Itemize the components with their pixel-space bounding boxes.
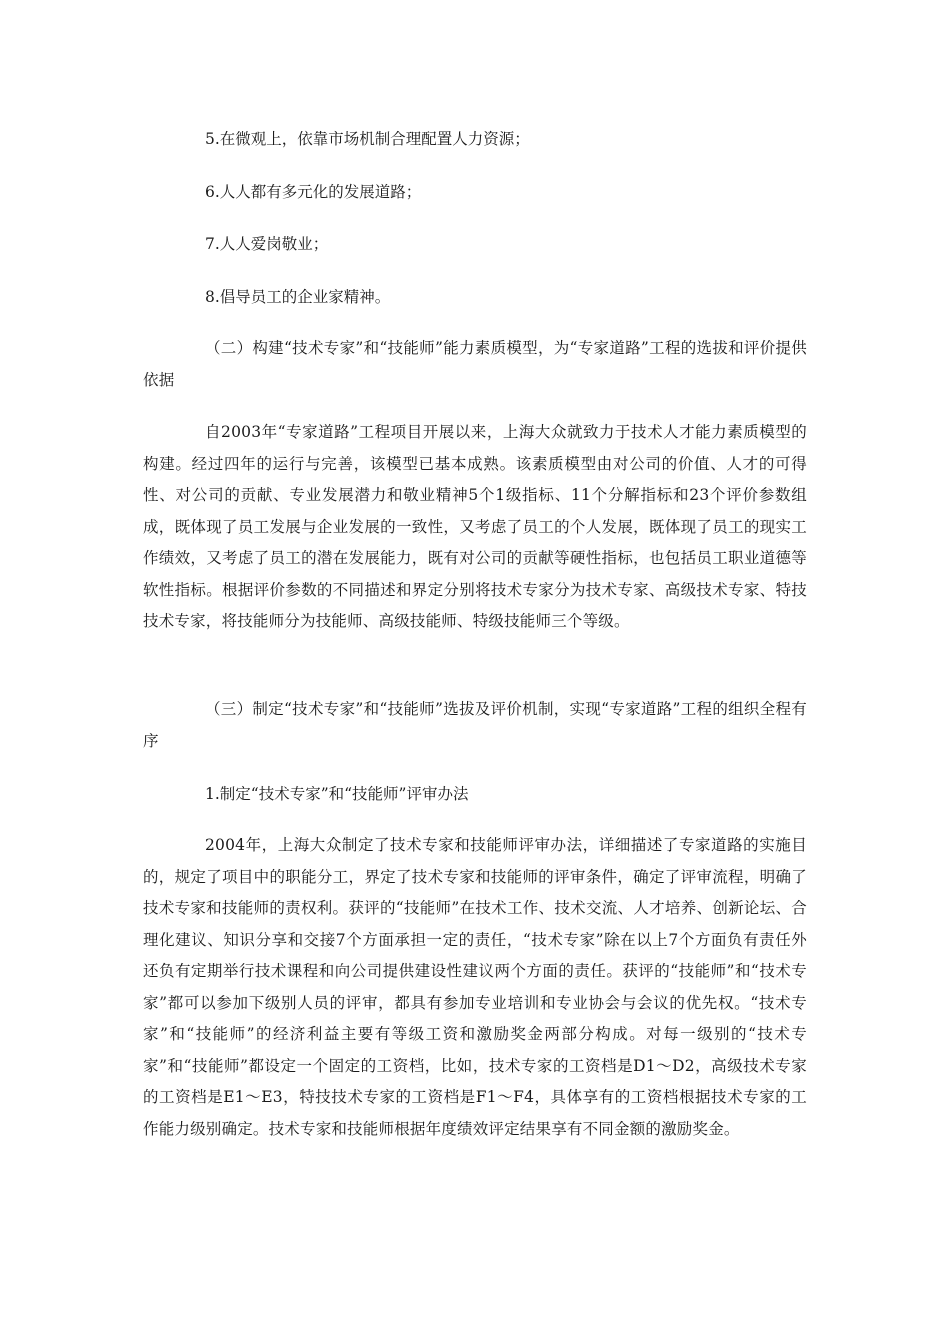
section-3-body: 2004年，上海大众制定了技术专家和技能师评审办法，详细描述了专家道路的实施目的，规定了项目中的职能分工，界定了技术专家和技能师的评审条件，确定了评审流程，明确了技术专家和技能师的责权利。获评的“技能师”在技术工作、技术交流、人才培养、创新论坛、合理化建议、知识分享和交接7个方面承担一定的责任，“技术专家”除在以上7个方面负有责任外还负有定期举行技术课程和向公司提供建设性建议两个方面的责任。获评的“技能师”和“技术专家”都可以参加下级别人员的评审，都具有参加专业培训和专业协会与会议的优先权。“技术专家”和“技能师”的经济利益主要有等级工资和激励奖金两部分构成。对每一级别的“技术专家”和“技能师”都设定一个固定的工资档，比如，技术专家的工资档是D1～D2，高级技术专家的工资档是E1～E3，特技技术专家的工资档是F1～F4，具体享有的工资档根据技术专家的工作能力级别确定。技术专家和技能师根据年度绩效评定结果享有不同金额的激励奖金。 xyxy=(143,836,807,1138)
list-item: 8.倡导员工的企业家精神。 xyxy=(205,288,391,306)
section-2-body: 自2003年“专家道路”工程项目开展以来，上海大众就致力于技术人才能力素质模型的构建。经过四年的运行与完善，该模型已基本成熟。该素质模型由对公司的价值、人才的可得性、对公司的贡献、专业发展潜力和敬业精神5个1级指标、11个分解指标和23个评价参数组成，既体现了员工发展与企业发展的一致性，又考虑了员工的个人发展，既体现了员工的现实工作绩效，又考虑了员工的潜在发展能力，既有对公司的贡献等硬性指标，也包括员工职业道德等软性指标。根据评价参数的不同描述和界定分别将技术专家分为技术专家、高级技术专家、特技技术专家，将技能师分为技能师、高级技能师、特级技能师三个等级。 xyxy=(143,423,807,630)
list-item: 7.人人爱岗敬业； xyxy=(205,235,329,253)
list-item: 5.在微观上，依靠市场机制合理配置人力资源； xyxy=(205,130,530,148)
section-3-heading: （三）制定“技术专家”和“技能师”选拔及评价机制，实现“专家道路”工程的组织全程有序 xyxy=(143,700,807,750)
list-item: 6.人人都有多元化的发展道路； xyxy=(205,183,422,201)
section-3-subheading: 1.制定“技术专家”和“技能师”评审办法 xyxy=(205,785,469,803)
section-2-heading: （二）构建“技术专家”和“技能师”能力素质模型，为“专家道路”工程的选拔和评价提供依据 xyxy=(143,339,807,389)
